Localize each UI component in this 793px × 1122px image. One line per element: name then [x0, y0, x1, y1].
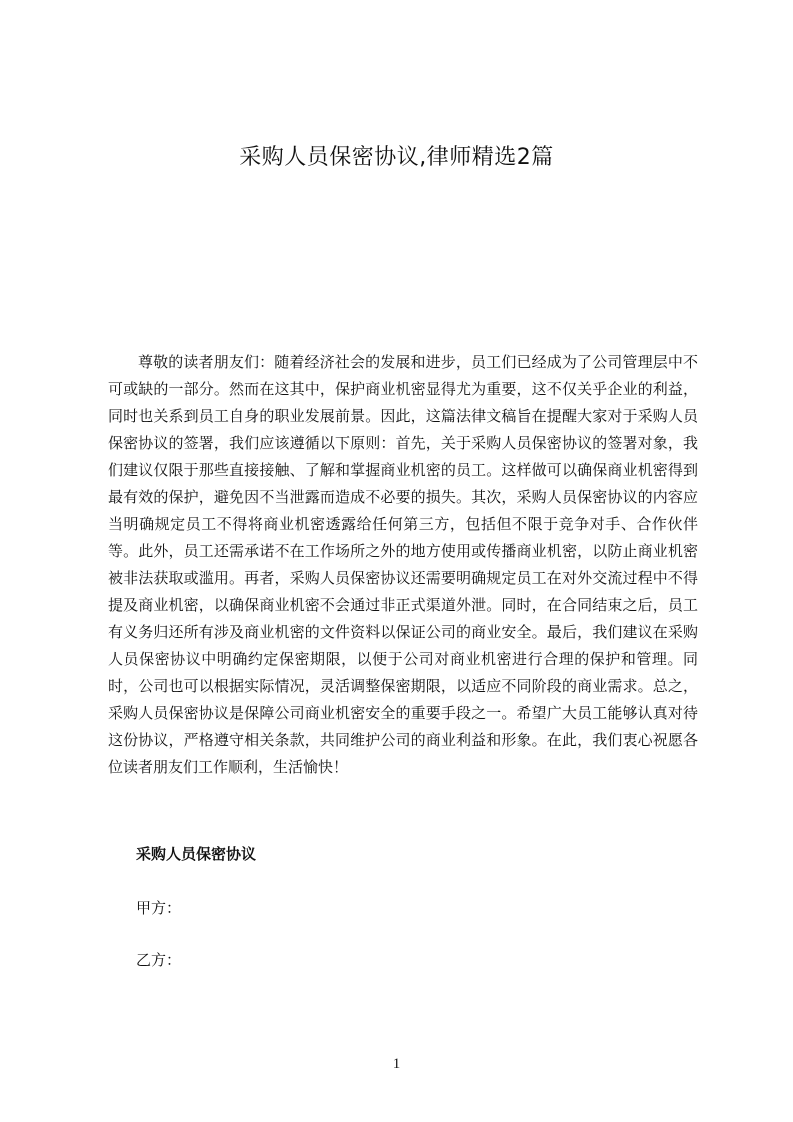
- party-b-label: 乙方：: [136, 951, 182, 969]
- section-heading: 采购人员保密协议: [136, 845, 257, 863]
- document-title: 采购人员保密协议,律师精选2篇: [239, 145, 554, 170]
- page-number: 1: [392, 1056, 401, 1072]
- intro-paragraph: 尊敬的读者朋友们：随着经济社会的发展和进步，员工们已经成为了公司管理层中不可或缺的一部分。然而在这其中，保护商业机密显得尤为重要，这不仅关乎企业的利益，同时也关系到员工自身的职业发展前景。因此，这篇法律文稿旨在提醒大家对于采购人员保密协议的签署，我们应该遵循以下原则：首先，关于采购人员保密协议的签署对象，我们建议仅限于那些直接接触、了解和掌握商业机密的员工。这样做可以确保商业机密得到最有效的保护，避免因不当泄露而造成不必要的损失。其次，采购人员保密协议的内容应当明确规定员工不得将商业机密透露给任何第三方，包括但不限于竞争对手、合作伙伴等。此外，员工还需承诺不在工作场所之外的地方使用或传播商业机密，以防止商业机密被非法获取或滥用。再者，采购人员保密协议还需要明确规定员工在对外交流过程中不得提及商业机密，以确保商业机密不会通过非正式渠道外泄。同时，在合同结束之后，员工有义务归还所有涉及商业机密的文件资料以保证公司的商业安全。最后，我们建议在采购人员保密协议中明确约定保密期限，以便于公司对商业机密进行合理的保护和管理。同时，公司也可以根据实际情况，灵活调整保密期限，以适应不同阶段的商业需求。总之，采购人员保密协议是保障公司商业机密安全的重要手段之一。希望广大员工能够认真对待这份协议，严格遵守相关条款，共同维护公司的商业利益和形象。在此，我们衷心祝愿各位读者朋友们工作顺利，生活愉快！: [108, 353, 698, 776]
- party-a-label: 甲方：: [136, 899, 182, 917]
